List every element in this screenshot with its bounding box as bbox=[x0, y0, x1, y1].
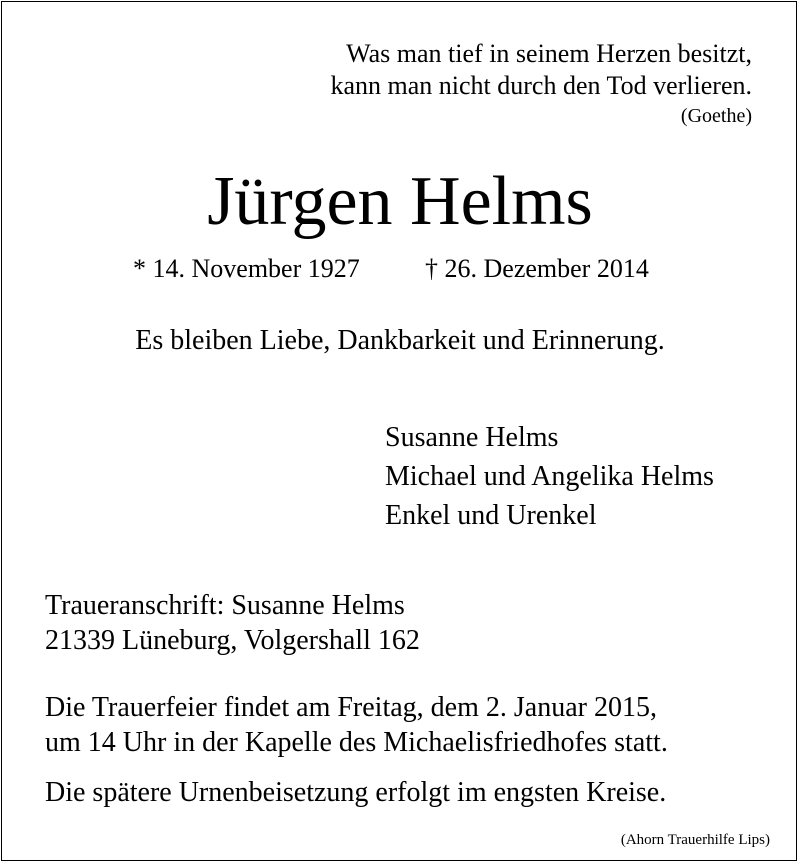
birth-date: * 14. November 1927 bbox=[133, 254, 360, 283]
deceased-name: Jürgen Helms bbox=[207, 163, 593, 240]
mourner: Enkel und Urenkel bbox=[385, 500, 597, 531]
quote-line-2: kann man nicht durch den Tod verlieren. bbox=[330, 71, 752, 100]
address-line-2: 21339 Lüneburg, Volgershall 162 bbox=[45, 625, 420, 656]
ceremony-line-2: um 14 Uhr in der Kapelle des Michaelisfriedhofes statt. bbox=[45, 727, 668, 758]
mourner: Michael und Angelika Helms bbox=[385, 461, 714, 492]
interment-info: Die spätere Urnenbeisetzung erfolgt im engsten Kreise. bbox=[45, 777, 667, 808]
funeral-ceremony-info bbox=[45, 690, 668, 760]
ceremony-line-1: Die Trauerfeier findet am Freitag, dem 2. Januar 2015, bbox=[45, 692, 657, 723]
death-date: † 26. Dezember 2014 bbox=[425, 254, 649, 283]
funeral-home-credit: (Ahorn Trauerhilfe Lips) bbox=[620, 832, 770, 848]
goethe-quote bbox=[330, 38, 752, 130]
motto: Es bleiben Liebe, Dankbarkeit und Erinnerung. bbox=[135, 325, 665, 356]
mourners-list bbox=[385, 418, 714, 535]
quote-source: (Goethe) bbox=[680, 105, 752, 127]
quote-line-1: Was man tief in seinem Herzen besitzt, bbox=[346, 39, 752, 68]
mourner: Susanne Helms bbox=[385, 422, 559, 453]
address-line-1: Traueranschrift: Susanne Helms bbox=[45, 590, 405, 621]
mourning-address bbox=[45, 588, 420, 658]
